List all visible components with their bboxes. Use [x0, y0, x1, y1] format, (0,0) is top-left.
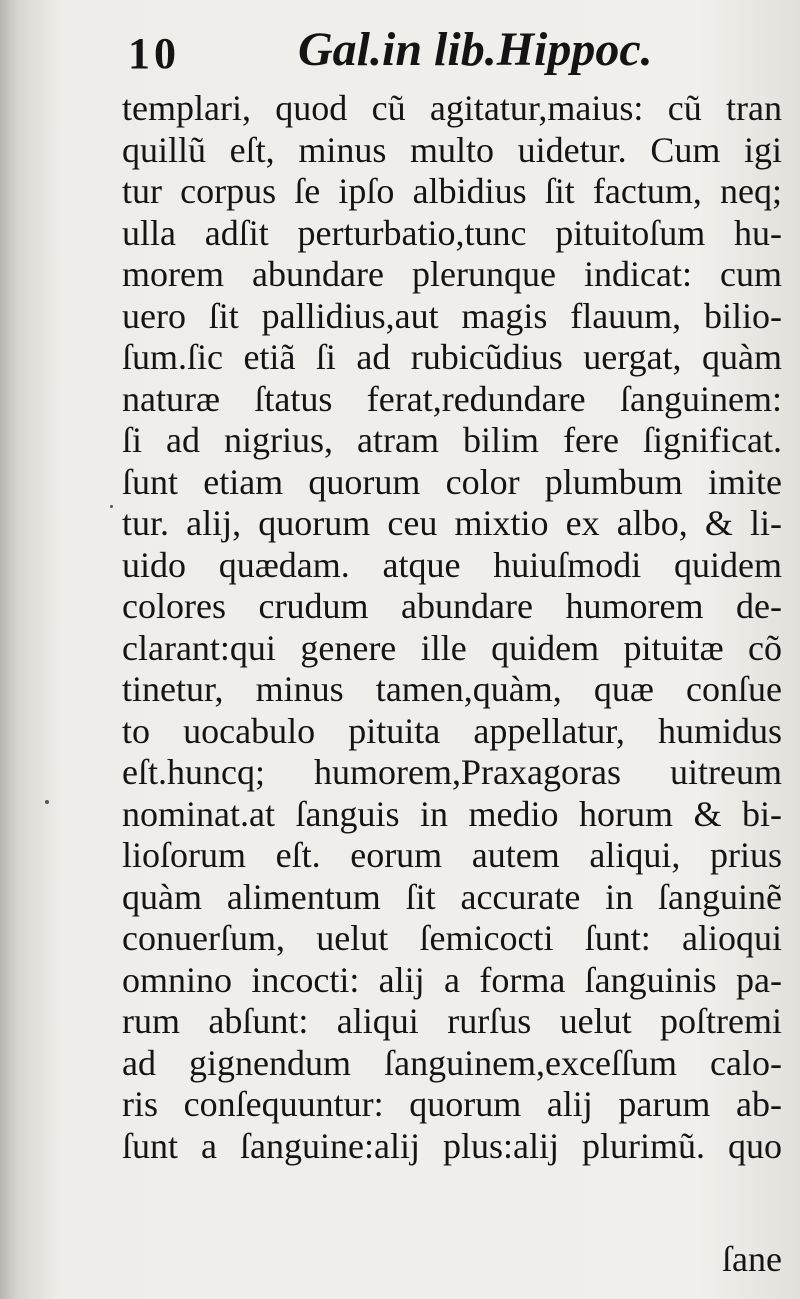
text-line: rum abſunt: aliqui rurſus uelut poſtremi — [122, 1001, 782, 1041]
page-number: 10 — [128, 29, 180, 78]
text-line: ulla adſit perturbatio,tunc pituitoſum hu- — [122, 212, 782, 253]
text-line: templari, quod cũ agitatur,maius: cũ tran — [122, 88, 782, 128]
text-line: clarant:qui genere ille quidem pituitæ cõ — [122, 627, 782, 668]
text-line: tur corpus ſe ipſo albidius ſit factum, neq; — [122, 171, 782, 211]
text-line: ſunt a ſanguine:alij plus:alij plurimũ. quo — [122, 1125, 782, 1166]
text-line: ſunt etiam quorum color plumbum imite — [122, 461, 782, 502]
catchword: ſane — [722, 1239, 782, 1279]
text-line: conuerſum, uelut ſemicocti ſunt: alioqui — [122, 918, 782, 958]
text-line: morem abundare plerunque indicat: cum — [122, 254, 782, 294]
page-header — [120, 22, 680, 82]
text-line: tur. alij, quorum ceu mixtio ex albo, & li- — [122, 503, 782, 543]
text-line: quillũ eſt, minus multo uidetur. Cum igi — [122, 129, 782, 170]
body-text — [122, 88, 782, 1167]
text-line: uido quædam. atque huiuſmodi quidem — [122, 544, 782, 585]
paper-speck — [110, 505, 113, 508]
paper-speck — [45, 800, 49, 804]
text-line: to uocabulo pituita appellatur, humidus — [122, 710, 782, 751]
text-line: omnino incocti: alij a forma ſanguinis pa- — [122, 959, 782, 1000]
text-line: ris conſequuntur: quorum alij parum ab- — [122, 1084, 782, 1124]
text-line: lioſorum eſt. eorum autem aliqui, prius — [122, 835, 782, 875]
text-line: eſt.huncq; humorem,Praxagoras uitreum — [122, 752, 782, 792]
running-head: Gal.in lib.Hippoc. — [298, 23, 653, 76]
text-line: ſi ad nigrius, atram bilim fere ſignificat. — [122, 420, 782, 460]
text-line: quàm alimentum ſit accurate in ſanguinẽ — [122, 876, 782, 917]
text-line: colores crudum abundare humorem de- — [122, 586, 782, 626]
text-line: naturæ ſtatus ferat,redundare ſanguinem: — [122, 378, 782, 419]
text-line: nominat.at ſanguis in medio horum & bi- — [122, 793, 782, 834]
text-line: uero ſit pallidius,aut magis flauum, bilio- — [122, 295, 782, 336]
text-line: ſum.ſic etiã ſi ad rubicũdius uergat, quàm — [122, 337, 782, 377]
text-line: tinetur, minus tamen,quàm, quæ conſue — [122, 669, 782, 709]
text-line: ad gignendum ſanguinem,exceſſum calo- — [122, 1042, 782, 1083]
